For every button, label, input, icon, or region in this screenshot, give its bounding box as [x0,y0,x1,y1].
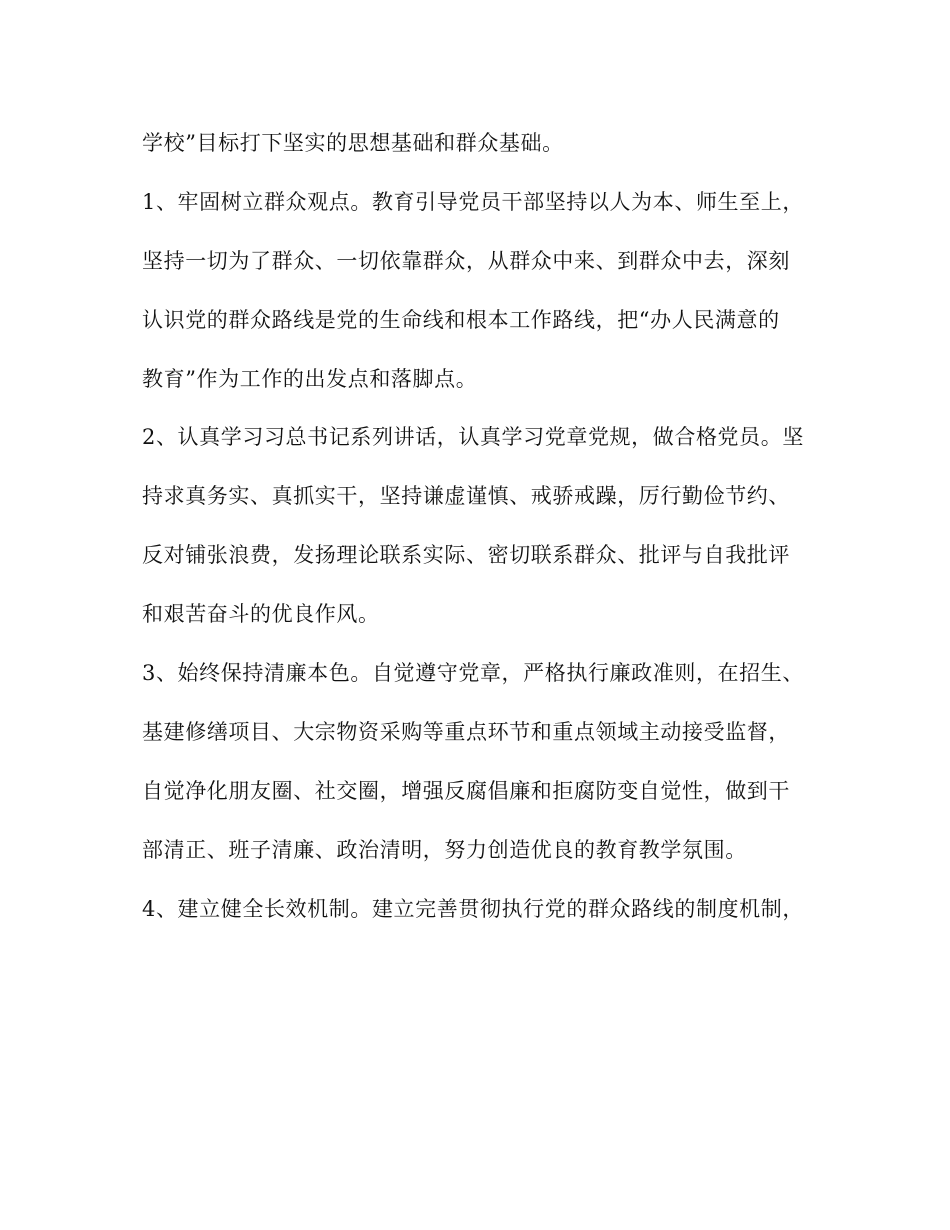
text-line: 自觉净化朋友圈、社交圈，增强反腐倡廉和拒腐防变自觉性，做到干 [142,778,790,803]
text-line: 部清正、班子清廉、政治清明，努力创造优良的教育教学氛围。 [142,837,747,862]
text-line: 持求真务实、真抓实干，坚持谦虚谨慎、戒骄戒躁，厉行勤俭节约、 [142,484,790,509]
text-line: 2、认真学习习总书记系列讲话，认真学习党章党规，做合格党员。坚 [142,425,804,450]
body-text [142,114,822,938]
text-line: 4、建立健全长效机制。建立完善贯彻执行党的群众路线的制度机制， [142,896,804,921]
text-line: 3、始终保持清廉本色。自觉遵守党章，严格执行廉政准则，在招生、 [142,661,804,686]
text-line: 教育”作为工作的出发点和落脚点。 [142,366,478,391]
text-line: 1、牢固树立群众观点。教育引导党员干部坚持以人为本、师生至上， [142,189,804,214]
text-line: 基建修缮项目、大宗物资采购等重点环节和重点领域主动接受监督， [142,719,790,744]
text-line: 反对铺张浪费，发扬理论联系实际、密切联系群众、批评与自我批评 [142,543,790,568]
text-line: 坚持一切为了群众、一切依靠群众，从群众中来、到群众中去，深刻 [142,248,790,273]
text-line: 学校”目标打下坚实的思想基础和群众基础。 [142,131,564,155]
text-line: 和艰苦奋斗的优良作风。 [142,602,380,627]
text-line: 认识党的群众路线是党的生命线和根本工作路线，把“办人民满意的 [142,307,780,332]
